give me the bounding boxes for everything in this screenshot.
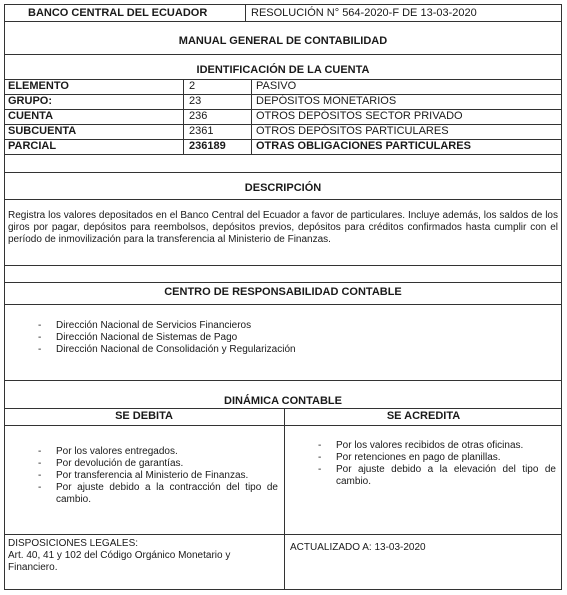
id-code-elemento: 2 bbox=[189, 80, 196, 92]
id-name-cuenta: OTROS DEPÓSITOS SECTOR PRIVADO bbox=[256, 110, 463, 122]
description-title-line bbox=[4, 199, 562, 200]
debit-item: - Por ajuste debido a la contracción del tipo de cambio. bbox=[20, 482, 278, 506]
id-col-divider-2 bbox=[251, 79, 252, 154]
header-line bbox=[4, 21, 562, 22]
id-label-grupo: GRUPO: bbox=[8, 95, 52, 107]
credit-item: - Por ajuste debido a la elevación del tipo de cambio. bbox=[300, 464, 556, 488]
id-name-grupo: DEPÓSITOS MONETARIOS bbox=[256, 95, 397, 107]
title-line bbox=[4, 54, 562, 55]
id-name-subcuenta: OTROS DEPÓSITOS PARTICULARES bbox=[256, 125, 449, 137]
responsibility-item: - Dirección Nacional de Sistemas de Pago bbox=[20, 332, 540, 344]
footer-line bbox=[4, 534, 562, 535]
legal-text: Art. 40, 41 y 102 del Código Orgánico Monetario y Financiero. bbox=[8, 550, 231, 573]
responsibility-list bbox=[20, 320, 540, 356]
debit-item: - Por los valores entregados. bbox=[20, 446, 278, 458]
id-name-parcial: OTRAS OBLIGACIONES PARTICULARES bbox=[256, 140, 471, 152]
legal-label: DISPOSICIONES LEGALES: bbox=[8, 538, 139, 549]
responsibility-start-line bbox=[4, 282, 562, 283]
identification-title: IDENTIFICACIÓN DE LA CUENTA bbox=[196, 64, 370, 76]
id-name-elemento: PASIVO bbox=[256, 80, 297, 92]
dynamics-header-line bbox=[4, 425, 562, 426]
id-line-5 bbox=[4, 154, 562, 155]
dynamics-title: DINÁMICA CONTABLE bbox=[224, 395, 342, 407]
id-label-subcuenta: SUBCUENTA bbox=[8, 125, 77, 137]
responsibility-title-line bbox=[4, 304, 562, 305]
responsibility-item: - Dirección Nacional de Servicios Financieros bbox=[20, 320, 540, 332]
resolution-number: RESOLUCIÓN N° 564-2020-F DE 13-03-2020 bbox=[251, 7, 477, 19]
description-text: Registra los valores depositados en el Banco Central del Ecuador a favor de particulares. Incluye además, los saldos de los giros por pagar, depósitos para reembolsos, depósitos previos, depósitos para créditos confirmados hasta cumplir con el período de inmovilización para la transferencia al Ministerio de Finanzas. bbox=[8, 210, 558, 245]
id-code-cuenta: 236 bbox=[189, 110, 208, 122]
credit-title: SE ACREDITA bbox=[386, 410, 461, 422]
description-end-line bbox=[4, 265, 562, 266]
responsibility-title: CENTRO DE RESPONSABILIDAD CONTABLE bbox=[164, 286, 402, 298]
dynamics-title-line bbox=[4, 408, 562, 409]
id-code-parcial: 236189 bbox=[189, 140, 226, 152]
id-code-subcuenta: 2361 bbox=[189, 125, 214, 137]
dynamics-divider bbox=[284, 408, 285, 590]
credit-item: - Por los valores recibidos de otras oficinas. bbox=[300, 440, 556, 452]
bank-name: BANCO CENTRAL DEL ECUADOR bbox=[28, 7, 208, 19]
id-col-divider-1 bbox=[183, 79, 184, 154]
header-divider bbox=[245, 4, 246, 21]
manual-title: MANUAL GENERAL DE CONTABILIDAD bbox=[178, 35, 388, 47]
responsibility-item: - Dirección Nacional de Consolidación y Regularización bbox=[20, 344, 540, 356]
responsibility-end-line bbox=[4, 380, 562, 381]
id-label-parcial: PARCIAL bbox=[8, 140, 57, 152]
id-label-elemento: ELEMENTO bbox=[8, 80, 69, 92]
section-line-desc bbox=[4, 172, 562, 173]
id-label-cuenta: CUENTA bbox=[8, 110, 54, 122]
id-code-grupo: 23 bbox=[189, 95, 202, 107]
credit-list bbox=[300, 440, 556, 488]
updated-date: ACTUALIZADO A: 13-03-2020 bbox=[290, 542, 426, 553]
credit-item: - Por retenciones en pago de planillas. bbox=[300, 452, 556, 464]
description-title: DESCRIPCIÓN bbox=[244, 182, 322, 194]
debit-list bbox=[20, 446, 278, 506]
debit-item: - Por devolución de garantías. bbox=[20, 458, 278, 470]
debit-title: SE DEBITA bbox=[115, 410, 173, 422]
debit-item: - Por transferencia al Ministerio de Finanzas. bbox=[20, 470, 278, 482]
